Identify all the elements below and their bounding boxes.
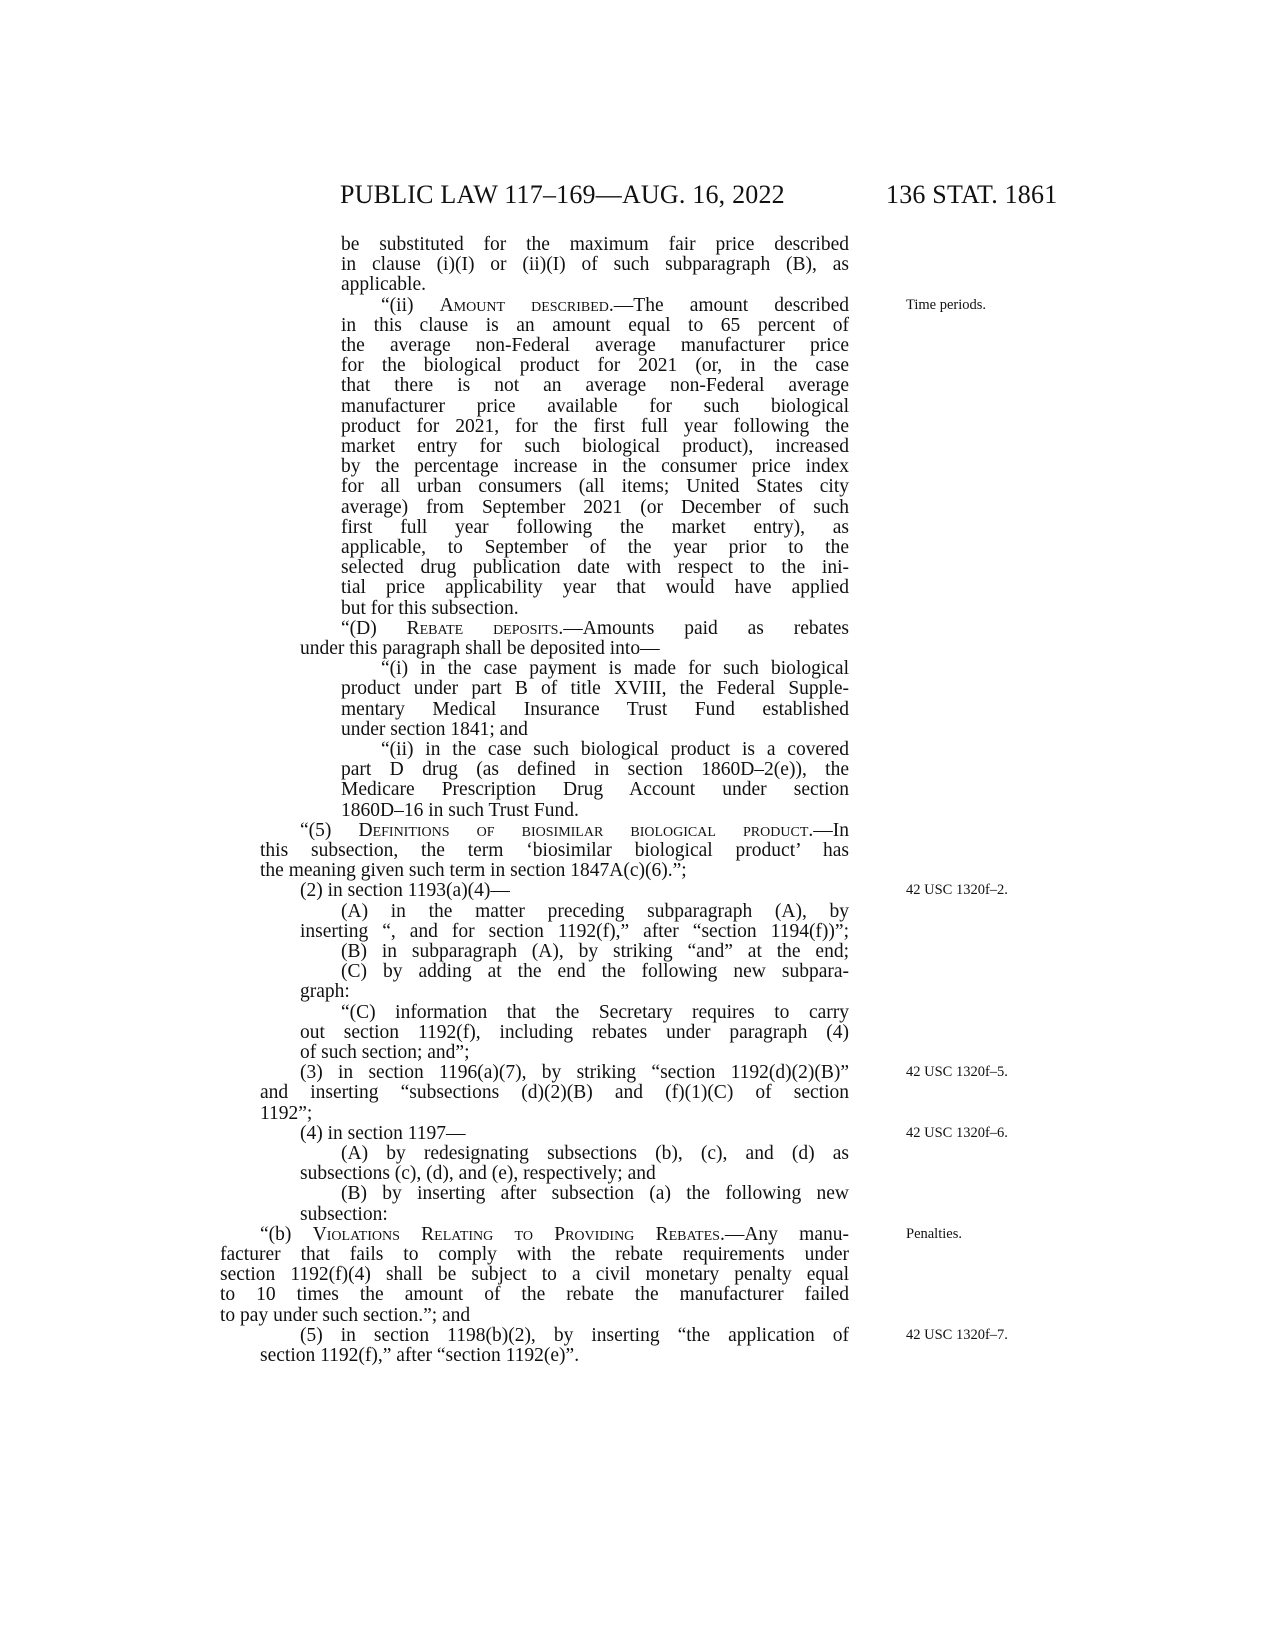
line-text: and inserting “subsections (d)(2)(B) and (f)(1)(C) of section xyxy=(260,1082,849,1104)
section-heading: Amount described xyxy=(439,294,609,316)
line-text: (B) in subparagraph (A), by striking “and” at the end; xyxy=(341,941,849,962)
line-text: “(C) information that the Secretary requires to carry xyxy=(341,1001,849,1023)
line-text: out section 1192(f), including rebates under paragraph (4) xyxy=(300,1021,849,1043)
line-text: be substituted for the maximum fair price described xyxy=(341,234,849,255)
text-line xyxy=(300,1123,849,1144)
text-line xyxy=(341,678,849,699)
line-text: (4) in section 1197— xyxy=(300,1122,466,1144)
line-text: to pay under such section.”; and xyxy=(220,1304,471,1326)
line-text: to 10 times the amount of the rebate the manufacturer failed xyxy=(220,1284,849,1306)
text-line xyxy=(341,699,849,720)
text-line xyxy=(260,860,849,881)
line-text: Medicare Prescription Drug Account under section xyxy=(341,779,849,801)
line-text: inserting “, and for section 1192(f),” after “section 1194(f))”; xyxy=(300,920,849,942)
line-text: subsection: xyxy=(300,1203,388,1225)
text-line xyxy=(341,1183,849,1204)
line-text: applicable, to September of the year prior to the xyxy=(341,537,849,558)
line-text: (5) in section 1198(b)(2), by inserting “the application of xyxy=(300,1324,849,1346)
text-line xyxy=(341,456,849,477)
line-text: “(b) xyxy=(260,1223,313,1245)
line-text: section 1192(f)(4) shall be subject to a civil monetary penalty equal xyxy=(220,1264,849,1286)
line-text: under section 1841; and xyxy=(341,718,528,740)
line-text: (A) in the matter preceding subparagraph (A), by xyxy=(341,900,849,922)
text-line xyxy=(300,1325,849,1346)
text-line xyxy=(381,739,849,760)
text-line xyxy=(341,1002,849,1023)
line-text: for the biological product for 2021 (or, in the case xyxy=(341,355,849,377)
line-text: (3) in section 1196(a)(7), by striking “section 1192(d)(2)(B)” xyxy=(300,1062,849,1084)
margin-note: 42 USC 1320f–5. xyxy=(906,1064,1008,1081)
margin-note: Time periods. xyxy=(906,296,987,313)
line-text: “(i) in the case payment is made for such biological xyxy=(381,658,849,680)
line-text: under this paragraph shall be deposited into— xyxy=(300,638,660,659)
text-line xyxy=(341,254,849,275)
margin-note: Penalties. xyxy=(906,1225,962,1242)
text-line xyxy=(341,759,849,780)
text-line xyxy=(300,1062,849,1083)
text-line xyxy=(300,1022,849,1043)
text-line xyxy=(341,901,849,922)
text-line xyxy=(300,1042,849,1063)
text-line xyxy=(300,820,849,841)
section-heading: Rebate deposits xyxy=(406,617,559,639)
text-line xyxy=(300,1163,849,1184)
line-text: part D drug (as defined in section 1860D–2(e)), the xyxy=(341,759,849,781)
line-text: (2) in section 1193(a)(4)— xyxy=(300,880,510,902)
text-line xyxy=(220,1244,849,1265)
text-line xyxy=(341,800,849,821)
text-line xyxy=(300,1204,849,1225)
line-text: (B) by inserting after subsection (a) the following new xyxy=(341,1183,849,1205)
text-line xyxy=(341,941,849,962)
line-text: for all urban consumers (all items; United States city xyxy=(341,476,849,498)
text-line xyxy=(260,840,849,861)
line-text: facturer that fails to comply with the rebate requirements under xyxy=(220,1244,849,1265)
line-text: graph: xyxy=(300,981,350,1003)
line-text: but for this subsection. xyxy=(341,597,519,619)
margin-note: 42 USC 1320f–6. xyxy=(906,1124,1008,1141)
text-line xyxy=(341,476,849,497)
text-line xyxy=(341,961,849,982)
line-text-rest: .—In xyxy=(808,819,849,841)
line-text: by the percentage increase in the consumer price index xyxy=(341,456,849,478)
text-line xyxy=(381,295,849,316)
text-line xyxy=(341,234,849,255)
line-text: the average non-Federal average manufacturer price xyxy=(341,335,849,356)
text-line xyxy=(341,618,849,639)
text-line xyxy=(341,335,849,356)
running-header-page-number: 136 STAT. 1861 xyxy=(886,180,1058,209)
line-text-rest: .—The amount described xyxy=(608,294,850,316)
text-line xyxy=(220,1284,849,1305)
text-line xyxy=(341,274,849,295)
text-line xyxy=(381,658,849,679)
text-line xyxy=(341,598,849,619)
line-text: (C) by adding at the end the following new subpara- xyxy=(341,961,849,983)
line-text: that there is not an average non-Federal average xyxy=(341,375,849,397)
text-line xyxy=(220,1305,849,1326)
line-text: this subsection, the term ‘biosimilar biological product’ has xyxy=(260,840,849,861)
line-text-rest: .—Amounts paid as rebates xyxy=(558,617,849,639)
text-line xyxy=(300,981,849,1002)
line-text: section 1192(f),” after “section 1192(e)”. xyxy=(260,1345,580,1366)
text-line xyxy=(341,396,849,417)
text-line xyxy=(260,1103,849,1124)
text-line xyxy=(341,719,849,740)
line-text: first full year following the market entry), as xyxy=(341,516,849,538)
text-line xyxy=(220,1264,849,1285)
running-header-title: PUBLIC LAW 117–169—AUG. 16, 2022 xyxy=(340,180,785,209)
section-heading: Violations Relating to Providing Rebates xyxy=(312,1223,720,1245)
line-text: market entry for such biological product), increased xyxy=(341,436,849,457)
text-line xyxy=(300,880,849,901)
margin-note: 42 USC 1320f–7. xyxy=(906,1326,1008,1343)
line-text: mentary Medical Insurance Trust Fund established xyxy=(341,698,849,720)
line-text: average) from September 2021 (or December of such xyxy=(341,496,849,518)
line-text: 1192”; xyxy=(260,1102,313,1124)
line-text: of such section; and”; xyxy=(300,1042,470,1063)
line-text: (A) by redesignating subsections (b), (c), and (d) as xyxy=(341,1143,849,1164)
line-text: manufacturer price available for such biological xyxy=(341,395,849,417)
line-text: “(5) xyxy=(300,819,359,841)
text-line xyxy=(341,517,849,538)
text-line xyxy=(341,416,849,437)
text-line xyxy=(260,1345,849,1366)
text-line xyxy=(341,779,849,800)
text-line xyxy=(300,638,849,659)
line-text: 1860D–16 in such Trust Fund. xyxy=(341,799,579,821)
margin-note: 42 USC 1320f–2. xyxy=(906,882,1008,899)
line-text: applicable. xyxy=(341,274,426,296)
line-text: selected drug publication date with respect to the ini- xyxy=(341,557,849,579)
text-line xyxy=(341,436,849,457)
line-text: “(D) xyxy=(341,617,407,639)
section-heading: Definitions of biosimilar biological product xyxy=(358,819,809,841)
line-text: in clause (i)(I) or (ii)(I) of such subparagraph (B), as xyxy=(341,254,849,276)
line-text: the meaning given such term in section 1847A(c)(6).”; xyxy=(260,860,687,882)
line-text: “(ii) xyxy=(381,294,440,316)
line-text: subsections (c), (d), and (e), respectively; and xyxy=(300,1163,656,1185)
text-line xyxy=(260,1082,849,1103)
text-line xyxy=(341,375,849,396)
line-text: “(ii) in the case such biological product is a covered xyxy=(381,739,849,760)
text-line xyxy=(341,315,849,336)
text-line xyxy=(341,537,849,558)
line-text-rest: .—Any manu- xyxy=(719,1223,849,1245)
text-line xyxy=(341,577,849,598)
text-line xyxy=(260,1224,849,1245)
text-line xyxy=(341,355,849,376)
line-text: product for 2021, for the first full year following the xyxy=(341,415,849,437)
text-line xyxy=(341,1143,849,1164)
line-text: in this clause is an amount equal to 65 percent of xyxy=(341,314,849,336)
line-text: tial price applicability year that would have applied xyxy=(341,577,849,599)
text-line xyxy=(341,557,849,578)
line-text: product under part B of title XVIII, the Federal Supple- xyxy=(341,678,849,700)
text-line xyxy=(300,921,849,942)
text-line xyxy=(341,497,849,518)
